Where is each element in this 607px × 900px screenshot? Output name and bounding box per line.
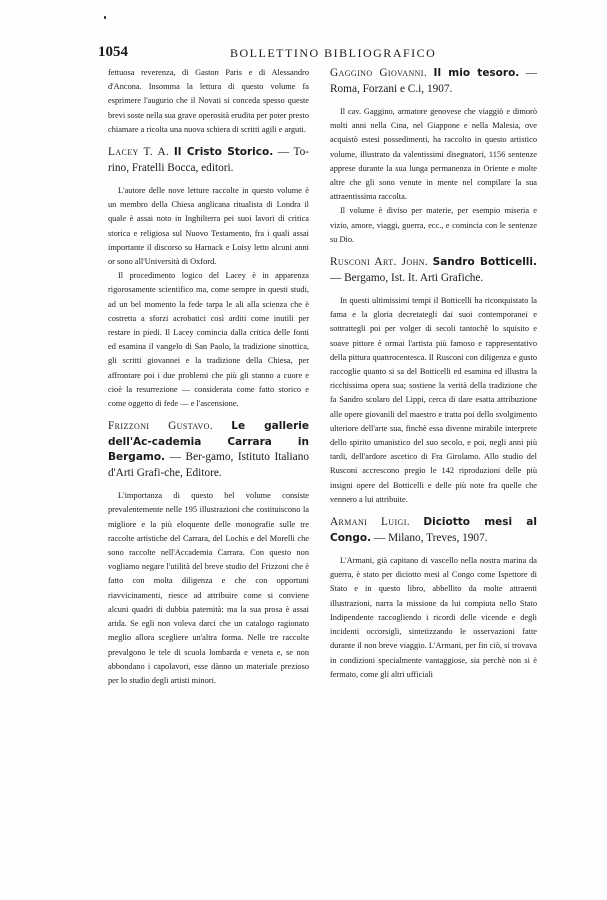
- entry-armani: [330, 515, 537, 546]
- entry-title: Le gallerie dell'Ac-cademia Carrara in Bergamo.: [108, 420, 309, 464]
- entry-publisher: — Milano, Treves, 1907.: [371, 531, 488, 544]
- entry-publisher: — Ber-gamo, Istituto Italiano d'Arti Grafi-che, Editore.: [108, 451, 309, 479]
- page-number: 1054: [98, 44, 128, 60]
- paragraph-lacey-1: L'autore delle nove letture raccolte in questo volume è un membro della Chiesa anglicana ritualista di Londra il quale è assai noto in Inghilterra pei suoi lavori di critica storica e religiosa sul Nuovo Testamento, fra i quali assai importante il discorso su Harnack e Loisy letto alcuni anni or sono all'Università di Oxford.: [108, 186, 309, 267]
- running-title: BOLLETTINO BIBLIOGRAFICO: [230, 46, 437, 60]
- paragraph-armani: L'Armani, già capitano di vascello nella nostra marina da guerra, è stato per diciotto mesi al Congo come Ispettore di Stato e in questo libro, abbellito da molte attraenti illustrazioni, narra la missione da lui compiuta nello Stato Indipendente raccogliendo i ricordi delle vicende e degli incidenti occorsigli, sintetizzando le osservazioni fatte durante il non breve viaggio. L'Armani, per fin ciò, si trovava in condizioni specialmente vantaggiose, sia perchè non si è fermato, come gli altri ufficiali: [330, 556, 537, 679]
- paragraph-gaggino-1: Il cav. Gaggino, armatore genovese che viaggiò e dimorò molti anni nella Cina, nel Giappone e nella Malesia, ove acquistò estesi possedimenti, ha raccolto in questo artistico volume, illustrato da valentissimi disegnatori, 1156 sentenze apprese durante la sua lunga permanenza in Oriente e molte altre che gli sono venute in mente nel compilare la sua attraentissima raccolta.: [330, 107, 537, 202]
- entry-author: Frizzoni Gustavo.: [108, 420, 214, 433]
- entry-title: Il mio tesoro.: [433, 67, 520, 79]
- entry-author: Lacey T. A.: [108, 146, 170, 159]
- entry-gaggino: [330, 66, 537, 97]
- entry-lacey: [108, 145, 309, 176]
- entry-title: Diciotto mesi al Congo.: [330, 516, 537, 544]
- paragraph-lacey-2: Il procedimento logico del Lacey è in apparenza rigorosamente scientifico ma, come sempre in questi studi, ad un bel momento la fede tarpa le ali alla scienza che è costretta a sforzi acrobatici così arditi come inutili per restare in piedi. Il Lacey comincia dalla critica delle fonti ed esamina il vangelo di San Paolo, la tradizione sinottica, gli scritti giovannei e la tradizione della Chiesa, per affrontare poi i due problemi che più gli stanno a cuore e cioè la resurrezione — considerata come fatto storico e come oggetto di fede — e l'ascensione.: [108, 271, 309, 409]
- entry-author: Gaggino Giovanni.: [330, 67, 428, 79]
- right-column: [330, 66, 537, 682]
- left-column: [108, 66, 309, 688]
- paragraph-novati-end: fettuosa reverenza, di Gaston Paris e di Alessandro d'Ancona. Insomma la lettura di questo volume fa esprimere l'augurio che il Novati si conceda spesso queste brevi soste nella sua grave operosità erudita per poter presto chiamare a ricolta una nuova schiera di scritti agili e arguti.: [108, 68, 309, 134]
- entry-title: Il Cristo Storico.: [173, 146, 274, 159]
- entry-author: Rusconi Art. John.: [330, 256, 429, 269]
- entry-publisher: — To-rino, Fratelli Bocca, editori.: [108, 146, 309, 174]
- print-speck: [104, 16, 106, 19]
- entry-title: Sandro Botticelli.: [432, 256, 537, 269]
- entry-author: Armani Luigi.: [330, 516, 411, 529]
- entry-publisher: — Bergamo, Ist. It. Arti Grafiche.: [330, 271, 484, 284]
- entry-publisher: — Roma, Forzani e C.i, 1907.: [330, 67, 537, 95]
- paragraph-gaggino-2: Il volume è diviso per materie, per esempio miseria e vizio, amore, viaggi, guerra, ecc., e comincia con le sentenze su Dio.: [330, 206, 537, 244]
- entry-frizzoni: [108, 419, 309, 481]
- paragraph-frizzoni: L'importanza di questo bel volume consiste prevalentemente nelle 195 illustrazioni che costituiscono la migliore e la più eloquente delle monografie sulle tre raccolte artistiche del Carrara, del Lochis e del Morelli che sono raccolte nell'Accademia Carrara. Con questo non vogliamo negare l'utilità del breve studio del Frizzoni che è fatto con molta diligenza e che con opportuni riavvicinamenti, riesce ad attribuire come si conviene alcuni quadri di dubbia paternità: ma la sua prosa è assai arida. Se egli non voleva darci che un catalogo ragionato meglio allora scegliere un'altra forma. Nelle tre raccolte prevalgono le tele di scuola lombarda e veneta e, se non abbondano i capolavori, esse dànno un materiale prezioso per lo studio degli artisti minori.: [108, 491, 309, 685]
- entry-rusconi: [330, 255, 537, 286]
- paragraph-rusconi: In questi ultimissimi tempi il Botticelli ha riconquistato la fama e la gloria decretategli dai suoi contemporanei e sottrattegli poi per volger di secoli tantochè lo squisito e soave pittore è ormai l'artista più famoso e rappresentativo della pittura quattrocentesca. Il Rusconi con diligenza e gusto raccoglie quanto si sa del Botticelli ed esamina ed illustra la ricchissima opera sua; sostiene la verità della tradizione che fa Sandro scolaro del Lippi, cerca di dare esatta attribuzione alle opere giovanili del maestro e tratta poi dello svolgimento ulteriore dell'arte sua, finchè essa divenne mirabile interprete dello spirito umanistico del suo secolo, e poi, negli anni più tardi, dell'ardore ascetico di Fra Girolamo. Allo studio del Rusconi accrescono pregio le 142 riproduzioni delle più insigni opere del Botticelli e delle più note fra quelle che vennero a lui attribuite.: [330, 296, 537, 504]
